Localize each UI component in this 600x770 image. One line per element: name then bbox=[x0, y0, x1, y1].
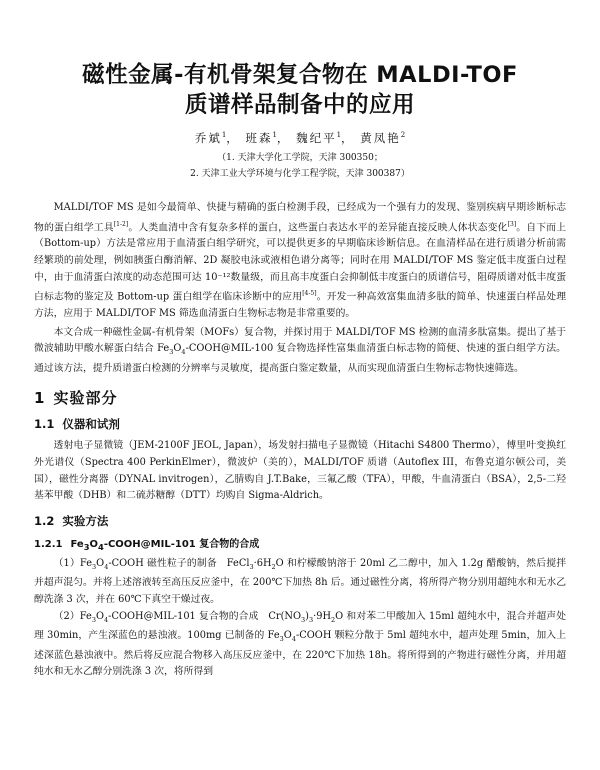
author-name: 乔斌 bbox=[194, 131, 222, 145]
text-run: 本文合成一种磁性金属-有机骨架（MOFs）复合物，并探讨用于 MALDI/TOF MS 检测的血清多肽富集。提出了基于微波辅助甲酸水解蛋白结合 Fe bbox=[34, 326, 566, 355]
text-run: （2）Fe bbox=[53, 610, 92, 622]
author-affil-mark: 2 bbox=[400, 131, 406, 140]
subscript: 4 bbox=[291, 635, 296, 644]
author-affil-mark: 1 bbox=[221, 131, 227, 140]
text-run: -COOH@MIL-100 复合物选择性富集血清蛋白标志物的简便、快速的蛋白组学方法。通过该方法，提升质谱蛋白检测的分辨率与灵敏度，提高蛋白鉴定数量，从而实现血清蛋白生物标志物快速筛选。 bbox=[34, 343, 566, 374]
subscript: 3 bbox=[83, 541, 90, 552]
section-number: 1.2 bbox=[34, 513, 55, 528]
section-number: 1.2.1 bbox=[34, 538, 63, 550]
section-heading-1-1 bbox=[34, 416, 566, 432]
paper-title bbox=[34, 0, 566, 120]
author-name: 班森 bbox=[245, 131, 273, 145]
text-run: ·9H bbox=[313, 610, 332, 622]
text-run: O bbox=[89, 538, 99, 550]
section-heading-1 bbox=[34, 387, 566, 408]
text-run: -COOH 磁性粒子的制备 FeCl bbox=[108, 557, 250, 569]
title-line-2: 质谱样品制备中的应用 bbox=[184, 92, 415, 118]
text-run: 。开发一种高效富集血清多肽的简单、快速蛋白样品处理方法，应用于 MALDI/TOF MS 筛选血清蛋白生物标志物是非常重要的。 bbox=[34, 291, 567, 320]
intro-paragraph-1 bbox=[34, 200, 566, 323]
subscript: 3 bbox=[308, 615, 314, 624]
subscript: 2 bbox=[331, 615, 336, 624]
subscript: 3 bbox=[301, 615, 306, 624]
text-run: ) bbox=[305, 610, 309, 622]
intro-paragraph-2 bbox=[34, 325, 566, 378]
subscript: 4 bbox=[104, 615, 109, 624]
method-paragraph-2 bbox=[34, 609, 566, 681]
subscript: 3 bbox=[279, 635, 284, 644]
section-number: 1.1 bbox=[34, 417, 55, 432]
subscript: 3 bbox=[169, 348, 174, 357]
text-run: 。自下而上（Bottom-up）方法是常应用于血清蛋白组学研究，可以提供更多的早期临床诊断信息。在血清样品在进行质谱分析前需经繁琐的前处理，例如胰蛋白酶消解、2D 凝胶电泳或液相色谱分离等；同时在用 MALDI/TOF MS 鉴定低丰度蛋白过程中，由于血清蛋白浓度的动态范围可达 10⁻¹²数量级，而且高丰度蛋白会抑制低丰度蛋白的质谱信号，阻碍质谱对低丰度蛋白标志物的鉴定及 Bottom-up 蛋白组学在临床诊断中的应用 bbox=[34, 221, 567, 303]
text-run: -COOH 颗粒分散于 5ml 超纯水中，超声处理 5min，加入上述深蓝色悬浊液中。然后将反应混合物移入高压反应釜中，在 220℃下加热 18h。将所得到的产物进行磁性分离，并用超纯水和无水乙醇分别洗涤 3 次，将所得到 bbox=[34, 630, 566, 678]
text-run: -COOH@MIL-101 复合物的合成 bbox=[103, 538, 260, 550]
text-run: O bbox=[173, 343, 182, 355]
title-line-1: 磁性金属-有机骨架复合物在 MALDI-TOF bbox=[82, 62, 518, 88]
subscript: 3 bbox=[92, 562, 97, 571]
method-paragraph-1 bbox=[34, 556, 566, 609]
section-heading-1-2 bbox=[34, 513, 566, 529]
subscript: 4 bbox=[104, 562, 109, 571]
section-number: 1 bbox=[34, 389, 46, 408]
section-title: 仪器和试剂 bbox=[62, 417, 120, 432]
author-affil-mark: 1 bbox=[336, 131, 342, 140]
section-title: 实验方法 bbox=[62, 513, 109, 528]
affiliation-line: （1. 天津大学化工学院，天津 300350； bbox=[217, 153, 383, 163]
subscript: 4 bbox=[98, 541, 104, 552]
subscript: 3 bbox=[91, 615, 96, 624]
author-name: 黄凤艳 bbox=[360, 131, 401, 145]
text-run: O bbox=[96, 557, 105, 569]
section-title: 实验部分 bbox=[53, 389, 118, 408]
text-run: -COOH@MIL-101 复合物的合成 Cr(NO bbox=[108, 610, 302, 622]
text-run: O 和对苯二甲酸加入 15ml 超纯水中，混合并超声处理 30min，产生深蓝色的悬浊液。100mg 已制备的 Fe bbox=[34, 610, 566, 642]
text-run: 。人类血清中含有复杂多样的蛋白，这些蛋白表达水平的差异能直接反映人体状态变化 bbox=[128, 221, 508, 233]
author-affil-mark: 1 bbox=[272, 131, 277, 140]
author-list: 乔斌$^1$， 班森$^1$， 魏纪平$^1$， 黄凤艳$^2$ bbox=[194, 131, 406, 145]
subscript: 2 bbox=[271, 562, 276, 571]
affiliation-line: 2. 天津工业大学环境与化学工程学院，天津 300387） bbox=[190, 169, 410, 179]
subscript: 4 bbox=[181, 348, 186, 357]
introduction bbox=[34, 200, 566, 377]
section-heading-1-2-1 bbox=[34, 535, 566, 552]
citation: [4-5] bbox=[302, 290, 317, 298]
citation: [1-2] bbox=[113, 220, 129, 228]
citation: [3] bbox=[507, 220, 517, 228]
text-run: （1）Fe bbox=[53, 557, 92, 569]
text-run: O bbox=[283, 630, 292, 642]
text-run: O 和柠檬酸钠溶于 20ml 乙二醇中，加入 1.2g 醋酸钠，然后搅拌并超声混匀。并将上述溶液转至高压反应釜中，在 200℃下加热 8h 后。通过磁性分离，将所得产物分别用超纯水和无水乙醇洗涤 3 次，并在 60℃下真空干燥过夜。 bbox=[34, 557, 566, 605]
text-run: Fe bbox=[70, 538, 84, 550]
affiliations bbox=[34, 150, 566, 182]
text-run: MALDI/TOF MS 是如今最简单、快捷与精确的蛋白检测手段，已经成为一个强有力的发现、鉴别疾病早期诊断标志物的蛋白组学工具 bbox=[34, 202, 566, 233]
text-run: O bbox=[95, 610, 105, 622]
author-name: 魏纪平 bbox=[296, 131, 337, 145]
text-run: ·6H bbox=[253, 557, 272, 569]
instruments-paragraph: 透射电子显微镜（JEM-2100F JEOL, Japan），场发射扫描电子显微镜（Hitachi S4800 Thermo），傅里叶变换红外光谱仪（Spectra 400 PerkinElmer），微波炉（美的），MALDI/TOF 质谱（Autoflex III，布鲁克道尔顿公司，美国），磁性分离器（DYNAL invitrogen），乙腈购自 J.T.Bake，三氟乙酸（TFA），甲酸，牛血清蛋白（BSA），2,5-二羟基苯甲酸（DHB）和二硫苏糖醇（DTT）均购自 Sigma-Aldrich。 bbox=[34, 440, 566, 502]
subscript: 3 bbox=[249, 562, 254, 571]
